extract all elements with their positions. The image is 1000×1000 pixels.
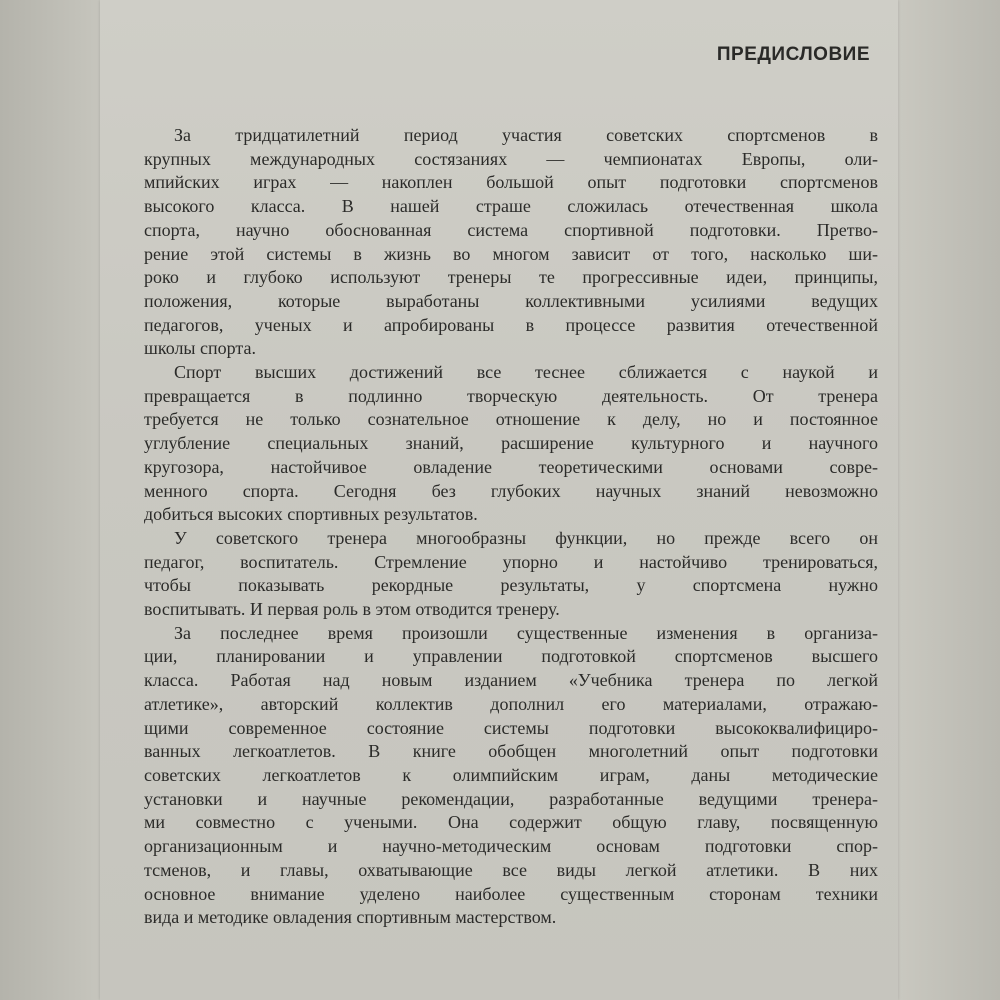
text-line: тсменов, и главы, охватывающие все виды легкой атлетики. В них (144, 859, 878, 880)
text-line: вида и методике овладения спортивным мастерством. (144, 907, 557, 928)
text-line: установки и научные рекомендации, разработанные ведущими тренера- (144, 788, 878, 809)
text-line: ми совместно с учеными. Она содержит общую главу, посвященную (144, 812, 878, 833)
text-line: За последнее время произошли существенные изменения в организа- (174, 622, 878, 643)
book-page (100, 0, 898, 1000)
text-line: организационным и научно-методическим основам подготовки спор- (144, 836, 878, 857)
text-line: щими современное состояние системы подготовки высококвалифициро- (144, 717, 878, 738)
text-line: рение этой системы в жизнь во многом зависит от того, насколько ши- (144, 243, 878, 264)
text-line: спорта, научно обоснованная система спортивной подготовки. Претво- (144, 219, 878, 240)
text-line: положения, которые выработаны коллективными усилиями ведущих (144, 290, 878, 311)
paragraph (144, 527, 878, 622)
text-line: ции, планировании и управлении подготовкой спортсменов высшего (144, 646, 878, 667)
text-line: ванных легкоатлетов. В книге обобщен многолетний опыт подготовки (144, 741, 878, 762)
text-line: школы спорта. (144, 338, 256, 359)
text-line: требуется не только сознательное отношение к делу, но и постоянное (144, 409, 878, 430)
text-line: класса. Работая над новым изданием «Учебника тренера по легкой (144, 670, 878, 691)
text-line: крупных международных состязаниях — чемпионатах Европы, оли- (144, 148, 878, 169)
text-line: роко и глубоко используют тренеры те прогрессивные идеи, принципы, (144, 267, 878, 288)
text-line: педагог, воспитатель. Стремление упорно и настойчиво тренироваться, (144, 551, 878, 572)
paragraph (144, 622, 878, 930)
text-line: мпийских играх — накоплен большой опыт подготовки спортсменов (144, 172, 878, 193)
paragraph (144, 124, 878, 361)
background-right (898, 0, 1000, 1000)
text-line: чтобы показывать рекордные результаты, у спортсмена нужно (144, 575, 878, 596)
text-line: советских легкоатлетов к олимпийским играм, даны методические (144, 764, 878, 785)
text-line: У советского тренера многообразны функции, но прежде всего он (174, 527, 878, 548)
page-heading: ПРЕДИСЛОВИЕ (716, 44, 870, 65)
background-left (0, 0, 100, 1000)
text-line: педагогов, ученых и апробированы в процессе развития отечественной (144, 314, 878, 335)
text-line: Спорт высших достижений все теснее сближается с наукой и (174, 362, 878, 383)
body-text (144, 124, 878, 930)
text-line: добиться высоких спортивных результатов. (144, 504, 478, 525)
text-line: кругозора, настойчивое овладение теоретическими основами совре- (144, 456, 878, 477)
text-line: менного спорта. Сегодня без глубоких научных знаний невозможно (144, 480, 878, 501)
text-line: За тридцатилетний период участия советских спортсменов в (174, 125, 878, 145)
text-line: атлетике», авторский коллектив дополнил его материалами, отражаю- (144, 693, 878, 714)
text-line: основное внимание уделено наиболее существенным сторонам техники (144, 883, 878, 904)
text-line: высокого класса. В нашей страше сложилась отечественная школа (144, 196, 878, 217)
text-line: углубление специальных знаний, расширение культурного и научного (144, 433, 878, 454)
text-line: превращается в подлинно творческую деятельность. От тренера (144, 385, 878, 406)
text-line: воспитывать. И первая роль в этом отводится тренеру. (144, 599, 560, 620)
paragraph (144, 361, 878, 527)
